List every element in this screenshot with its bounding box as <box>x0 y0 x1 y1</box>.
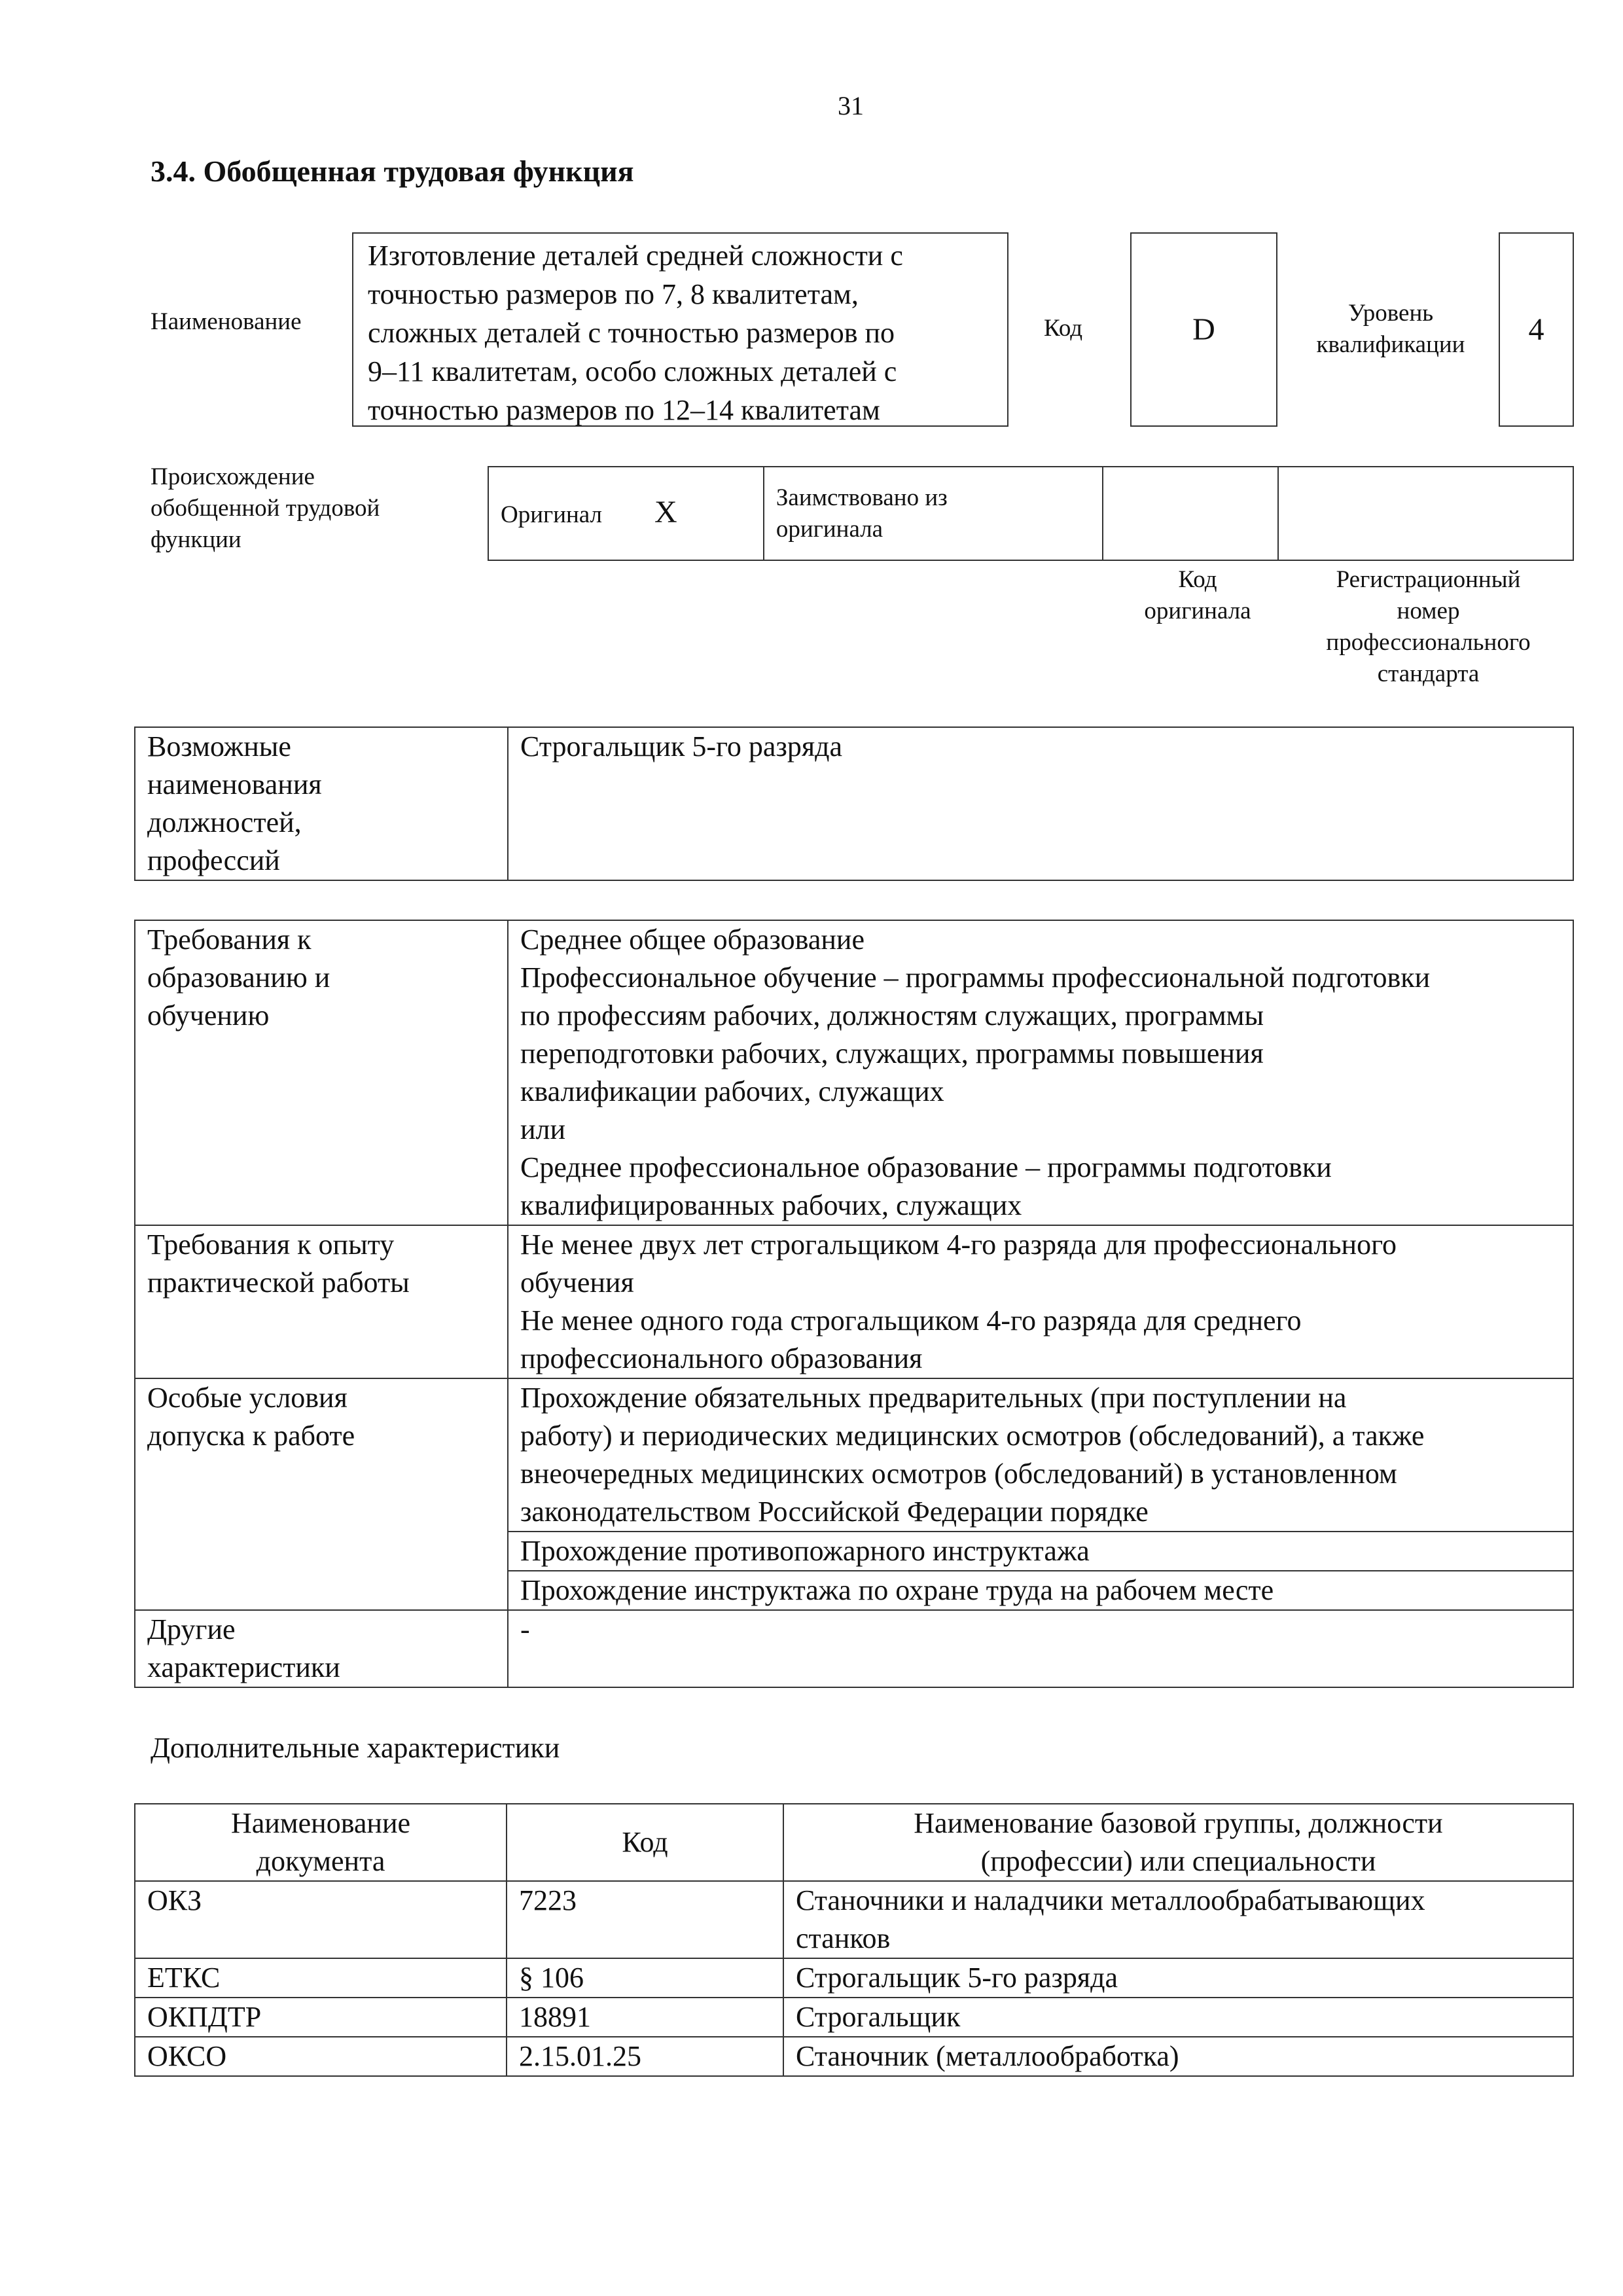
row-code: 18891 <box>507 1998 783 2037</box>
header-line: Наименование <box>230 1807 411 1839</box>
caption-line: профессионального <box>1326 629 1531 656</box>
original-code-caption <box>1113 564 1283 627</box>
level-label-line: Уровень <box>1347 300 1434 327</box>
page-number: 31 <box>838 91 864 120</box>
education-value <box>508 920 1573 1225</box>
positions-label-line: должностей, <box>147 806 302 838</box>
function-name-line: точностью размеров по 12–14 квалитетам <box>368 394 880 426</box>
origin-label-line: Происхождение <box>151 463 315 490</box>
experience-label <box>135 1225 508 1378</box>
header-line: Наименование базовой группы, должности <box>914 1807 1443 1839</box>
additional-table <box>134 1803 1574 2077</box>
education-label-line: Требования к <box>147 924 312 956</box>
original-mark: X <box>654 494 677 529</box>
function-name-line: 9–11 квалитетам, особо сложных деталей с <box>368 355 897 387</box>
name-label: Наименование <box>151 308 302 335</box>
caption-line: Регистрационный <box>1336 566 1521 593</box>
original-code-cell <box>1103 467 1278 560</box>
special-line: Прохождение обязательных предварительных (при поступлении на <box>520 1382 1347 1414</box>
experience-label-line: практической работы <box>147 1266 410 1299</box>
row-doc: ЕТКС <box>135 1958 507 1998</box>
education-line: по профессиям рабочих, должностям служащих, программы <box>520 999 1264 1031</box>
qualification-level-label <box>1286 298 1495 361</box>
education-line: Профессиональное обучение – программы профессиональной подготовки <box>520 961 1431 994</box>
row-code: 7223 <box>507 1881 783 1958</box>
positions-value: Строгальщик 5-го разряда <box>508 727 1573 880</box>
header-line: документа <box>256 1845 385 1877</box>
borrowed-line: оригинала <box>776 515 883 543</box>
education-label <box>135 920 508 1225</box>
education-line: Среднее профессиональное образование – программы подготовки <box>520 1151 1332 1183</box>
header-name <box>783 1804 1573 1881</box>
borrowed-cell <box>764 467 1103 560</box>
education-label-line: обучению <box>147 999 270 1031</box>
header-code: Код <box>507 1804 783 1881</box>
positions-label-line: профессий <box>147 844 280 876</box>
registration-number-caption <box>1283 564 1574 690</box>
experience-line: профессионального образования <box>520 1342 923 1374</box>
row-doc: ОКПДТР <box>135 1998 507 2037</box>
experience-line: Не менее двух лет строгальщиком 4-го разряда для профессионального <box>520 1229 1397 1261</box>
section-title: 3.4. Обобщенная трудовая функция <box>151 154 634 188</box>
special-line: внеочередных медицинских осмотров (обследований) в установленном <box>520 1458 1397 1490</box>
experience-label-line: Требования к опыту <box>147 1229 395 1261</box>
row-code: 2.15.01.25 <box>507 2037 783 2076</box>
requirements-table <box>134 920 1574 1688</box>
origin-label <box>151 461 380 556</box>
special-conditions-fire: Прохождение противопожарного инструктажа <box>508 1532 1573 1571</box>
registration-number-cell <box>1278 467 1573 560</box>
origin-label-line: обобщенной трудовой <box>151 495 380 522</box>
additional-title: Дополнительные характеристики <box>151 1732 560 1764</box>
row-code: § 106 <box>507 1958 783 1998</box>
experience-line: Не менее одного года строгальщиком 4-го разряда для среднего <box>520 1304 1302 1336</box>
row-doc: ОКЗ <box>135 1881 507 1958</box>
origin-table <box>488 466 1574 561</box>
row-name: Строгальщик 5-го разряда <box>783 1958 1573 1998</box>
row-name-line: станков <box>796 1922 891 1954</box>
positions-label-line: Возможные <box>147 730 291 762</box>
level-label-line: квалификации <box>1316 331 1465 358</box>
special-conditions-safety: Прохождение инструктажа по охране труда на рабочем месте <box>508 1571 1573 1610</box>
row-name <box>783 1881 1573 1958</box>
header-line: (профессии) или специальности <box>980 1845 1376 1877</box>
caption-line: оригинала <box>1144 598 1251 624</box>
original-cell <box>488 467 764 560</box>
caption-line: Код <box>1178 566 1217 593</box>
other-label-line: характеристики <box>147 1651 340 1683</box>
function-name-line: Изготовление деталей средней сложности с <box>368 240 903 272</box>
original-label: Оригинал <box>501 501 603 528</box>
caption-line: номер <box>1397 598 1460 624</box>
experience-value <box>508 1225 1573 1378</box>
positions-table <box>134 726 1574 881</box>
other-label-line: Другие <box>147 1613 236 1645</box>
header-doc <box>135 1804 507 1881</box>
qualification-level-value: 4 <box>1499 232 1574 427</box>
special-label-line: Особые условия <box>147 1382 348 1414</box>
row-name: Строгальщик <box>783 1998 1573 2037</box>
special-label-line: допуска к работе <box>147 1420 355 1452</box>
function-name-box <box>352 232 1008 427</box>
experience-line: обучения <box>520 1266 634 1299</box>
row-doc: ОКСО <box>135 2037 507 2076</box>
positions-label-line: наименования <box>147 768 322 800</box>
education-line: квалификации рабочих, служащих <box>520 1075 944 1107</box>
other-value: - <box>508 1610 1573 1687</box>
special-line: работу) и периодических медицинских осмотров (обследований), а также <box>520 1420 1425 1452</box>
education-line: переподготовки рабочих, служащих, программы повышения <box>520 1037 1264 1069</box>
education-line: Среднее общее образование <box>520 924 865 956</box>
caption-line: стандарта <box>1377 660 1480 687</box>
special-line: законодательством Российской Федерации порядке <box>520 1496 1149 1528</box>
education-line: или <box>520 1113 566 1145</box>
row-name-line: Станочники и наладчики металлообрабатывающих <box>796 1884 1425 1916</box>
education-line: квалифицированных рабочих, служащих <box>520 1189 1022 1221</box>
positions-label <box>135 727 508 880</box>
borrowed-line: Заимствовано из <box>776 484 948 511</box>
special-conditions-label <box>135 1378 508 1610</box>
function-name-line: сложных деталей с точностью размеров по <box>368 317 895 349</box>
education-label-line: образованию и <box>147 961 330 994</box>
function-name-line: точностью размеров по 7, 8 квалитетам, <box>368 278 859 310</box>
code-label: Код <box>1044 315 1083 342</box>
other-label <box>135 1610 508 1687</box>
origin-label-line: функции <box>151 526 241 553</box>
code-value: D <box>1130 232 1277 427</box>
special-conditions-medical <box>508 1378 1573 1532</box>
row-name: Станочник (металлообработка) <box>783 2037 1573 2076</box>
